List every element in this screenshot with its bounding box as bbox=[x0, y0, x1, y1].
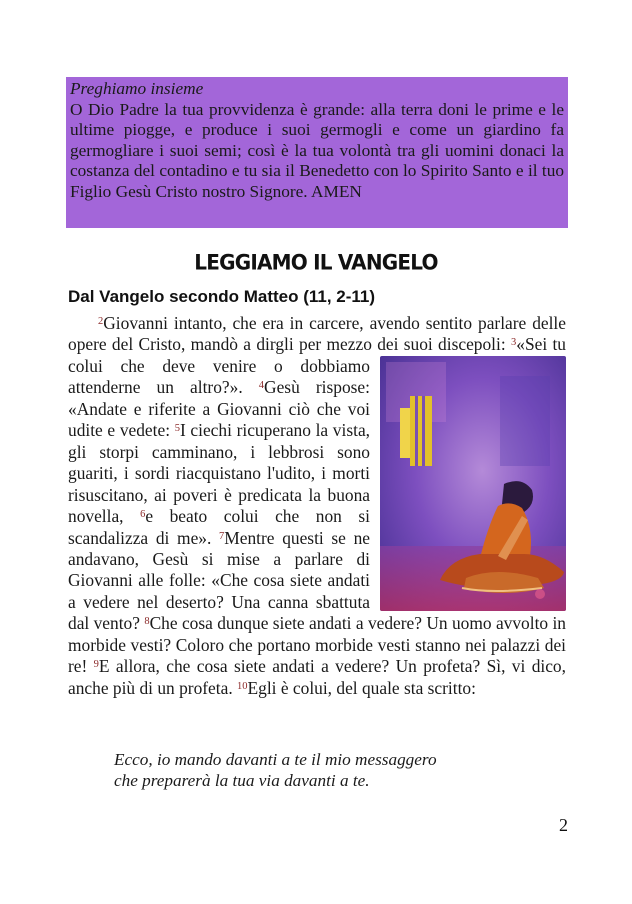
verse-text: I ciechi ricuperano la vista, gli storpi camminano, i lebbrosi sono guariti, i sordi riacquistano l'udito, i morti risuscitano, ai poveri è predicata la buona novella, bbox=[68, 420, 371, 527]
verse-number: 4 bbox=[258, 380, 265, 392]
verse-text: Giovanni intanto, che era in carcere, avendo sentito parlare delle opere del Cristo, mandò a dirgli per mezzo dei suoi discepoli: bbox=[68, 313, 566, 355]
gospel-reading bbox=[68, 313, 566, 699]
verse-text: Che cosa dunque siete andati a vedere? Un uomo avvolto in morbide vesti? Coloro che portano morbide vesti stanno nei palazzi dei re! bbox=[68, 613, 567, 677]
gospel-reference: Dal Vangelo secondo Matteo (11, 2-11) bbox=[68, 287, 376, 306]
section-title: LEGGIAMO IL VANGELO bbox=[194, 249, 438, 275]
verse-text: Gesù rispose: «Andate e riferite a Giovanni ciò che voi udite e vedete: bbox=[68, 377, 370, 441]
scripture-quote bbox=[114, 749, 554, 791]
verse-number: 8 bbox=[144, 616, 150, 628]
verse-number: 10 bbox=[237, 680, 248, 692]
prayer-text: O Dio Padre la tua provvidenza è grande: alla terra doni le prime e le ultime piogge, e produce i suoi germogli e come un giardino fa germogliare i suoi semi; così è la tua volontà tra gli uomini donaci la costanza del contadino e tu sia il Benedetto con lo Spirito Santo e il tuo Figlio Gesù Cristo nostro Signore. AMEN bbox=[70, 99, 564, 201]
prayer-box bbox=[66, 77, 568, 228]
quote-line: che preparerà la tua via davanti a te. bbox=[114, 771, 370, 790]
verse-number: 3 bbox=[511, 337, 517, 349]
verse-text: e beato colui che non si scandalizza di me». bbox=[68, 506, 370, 548]
verse-number: 2 bbox=[98, 316, 104, 327]
verse-text: Egli è colui, del quale sta scritto: bbox=[247, 677, 476, 698]
verse-text: E allora, che cosa siete andati a vedere? Un profeta? Sì, vi dico, anche più di un profeta. bbox=[68, 656, 566, 698]
painting-image bbox=[380, 356, 566, 611]
verse-number: 9 bbox=[93, 659, 99, 671]
verse-text: Mentre questi se ne andavano, Gesù si mise a parlare di Giovanni alle folle: «Che cosa siete andati a vedere nel deserto? Una canna sbattuta dal vento? bbox=[68, 527, 371, 634]
verse-number: 7 bbox=[219, 530, 225, 542]
page-number: 2 bbox=[559, 815, 568, 835]
verse-number: 5 bbox=[174, 423, 180, 435]
quote-line: Ecco, io mando davanti a te il mio messaggero bbox=[114, 750, 437, 769]
illustration-seated-figure bbox=[380, 356, 566, 611]
prayer-title: Preghiamo insieme bbox=[70, 79, 204, 98]
verse-text: «Sei tu colui che deve venire o dobbiamo attenderne un altro?». bbox=[68, 334, 567, 398]
reading-paragraph bbox=[68, 313, 566, 699]
verse-number: 6 bbox=[140, 509, 146, 521]
